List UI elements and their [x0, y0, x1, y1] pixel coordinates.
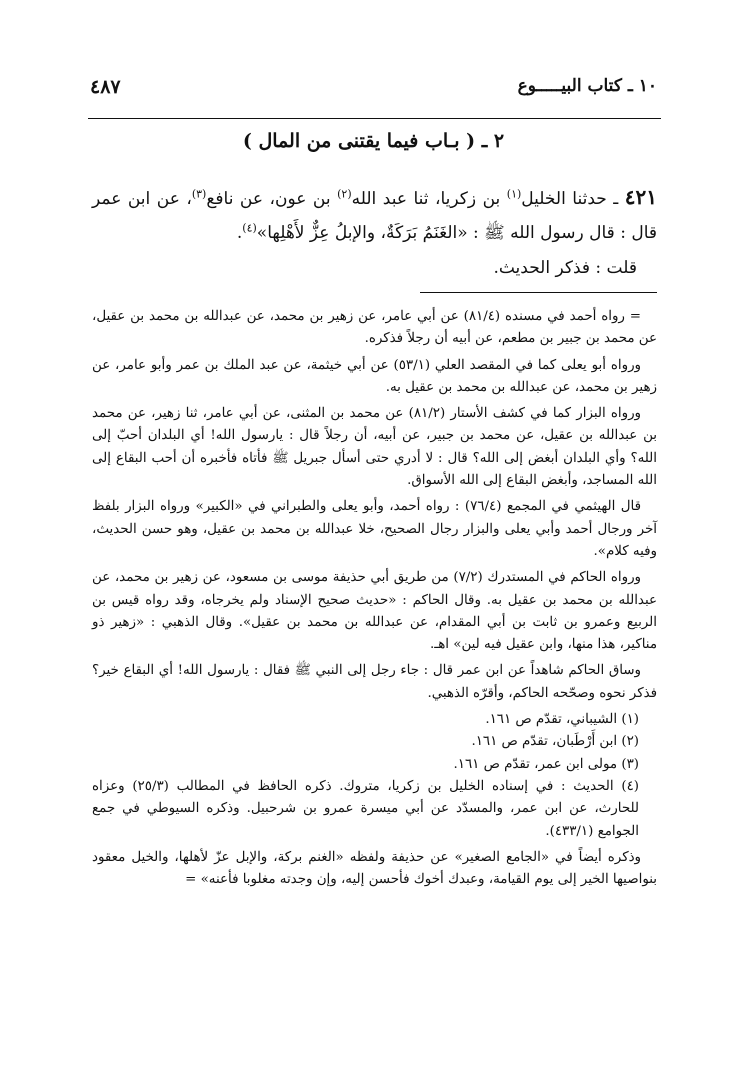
chapter-title: ٢ ـ ( بـاب فيما يقتنى من المال ) — [242, 130, 505, 152]
note-paragraph: ورواه البزار كما في كشف الأستار (٨١/٢) عن محمد بن المثنى، عن أبي عامر، ثنا زهير، عن محمد بن عبدالله بن عقيل، عن محمد بن جبير، عن أبيه، أن رجلاً قال : يارسول الله! أي البلدان أحبّ إلى الله؟ وأي البلدان أبغض إلى الله؟ قال : لا أدري حتى أسأل جبريل ﷺ فأتاه فأخبره أن أحب البقاع إلى الله المساجد، وأبغض البقاع إلى الله الأسواق. — [92, 406, 657, 489]
note-paragraph: ورواه الحاكم في المستدرك (٧/٢) من طريق أبي حذيفة موسى بن مسعود، عن زهير بن محمد، عن عبدالله بن محمد بن عقيل به. وقال الحاكم : «حديث صحيح الإسناد ولم يخرجاه، وقد رواه قيس بن الربيع وعمرو بن ثابت بن أبي المقدام، عن عبدالله بن محمد بن عقيل». وقال الذهبي : «زهير ذو مناكير، هذا منها، وابن عقيل فيه لين» اهـ. — [92, 570, 657, 653]
note-paragraph: قال الهيثمي في المجمع (٧٦/٤) : رواه أحمد، وأبو يعلى والطبراني في «الكبير» ورواه البزار بلفظ آخر ورجال أحمد وأبي يعلى والبزار رجال الصحيح، خلا عبدالله بن محمد بن عقيل، وهو حسن الحديث، وفيه كلام». — [92, 499, 657, 559]
hadith-text — [92, 180, 657, 250]
note-paragraph: = رواه أحمد في مسنده (٨١/٤) عن أبي عامر، عن زهير بن محمد، عن عبدالله بن محمد بن عقيل، عن محمد بن جبير بن مطعم، عن أبيه أن رجلاً فذكره. — [92, 309, 657, 347]
footnote-4: (٤) الحديث : في إسناده الخليل بن زكريا، متروك. ذكره الحافظ في المطالب (٢٥/٣) وعزاه للحارث، عن ابن عمر، والمسدّد عن أبي ميسرة عمرو بن شرحبيل. وذكره السيوطي في جمع الجوامع (٤٣٣/١). — [92, 778, 640, 839]
footnote-rule — [420, 292, 657, 293]
note-paragraph: ورواه أبو يعلى كما في المقصد العلي (٥٣/١) عن أبي خيثمة، عن عبد الملك بن عمر وأبو عامر، عن زهير بن محمد، عن عبدالله بن محمد بن عقيل به. — [92, 357, 657, 395]
running-header — [90, 74, 657, 104]
hadith-segment-1: ـ حدثنا الخليل — [521, 189, 625, 209]
author-comment: قلت : فذكر الحديث. — [493, 258, 637, 278]
header-rule — [88, 118, 661, 119]
footnote-3: (٣) مولى ابن عمر، تقدّم ص ١٦١. — [453, 756, 639, 772]
hadith-segment-5: . — [236, 223, 243, 243]
footnote-ref-4: (٤) — [242, 221, 257, 235]
hadith-number: ٤٢١ — [624, 185, 658, 209]
page-number: ٤٨٧ — [90, 76, 121, 98]
hadith-segment-4: ، عن ابن عمر قال : قال رسول الله ﷺ : «الغَنَمُ بَرَكَةٌ، والإبلُ عِزٌّ لأَهْلِها» — [92, 189, 657, 243]
footnote-1: (١) الشيباني، تقدّم ص ١٦١. — [485, 712, 639, 728]
book-title: ١٠ ـ كتاب البيـــــوع — [517, 76, 657, 96]
note-paragraph: وساق الحاكم شاهداً عن ابن عمر قال : جاء رجل إلى النبي ﷺ فقال : يارسول الله! أي البقاع خير؟ فذكر نحوه وصحّحه الحاكم، وأقرّه الذهبي. — [92, 663, 657, 701]
footnote-ref-2: (٢) — [337, 187, 352, 201]
footnotes — [92, 306, 657, 895]
footnote-2: (٢) ابن أَرْطَبان، تقدّم ص ١٦١. — [471, 734, 639, 750]
note-paragraph: وذكره أيضاً في «الجامع الصغير» عن حذيفة ولفظه «الغنم بركة، والإبل عزّ لأهلها، والخيل معقود بنواصيها الخير إلى يوم القيامة، وعبدك أخوك فأحسن إليه، وإن وجدته مغلوبا فأعنه» = — [92, 849, 657, 888]
hadith-segment-3: بن عون، عن نافع — [206, 189, 338, 209]
footnote-ref-3: (٣) — [191, 187, 207, 201]
hadith-segment-2: بن زكريا، ثنا عبد الله — [351, 189, 507, 209]
footnote-ref-1: (١) — [506, 187, 522, 201]
